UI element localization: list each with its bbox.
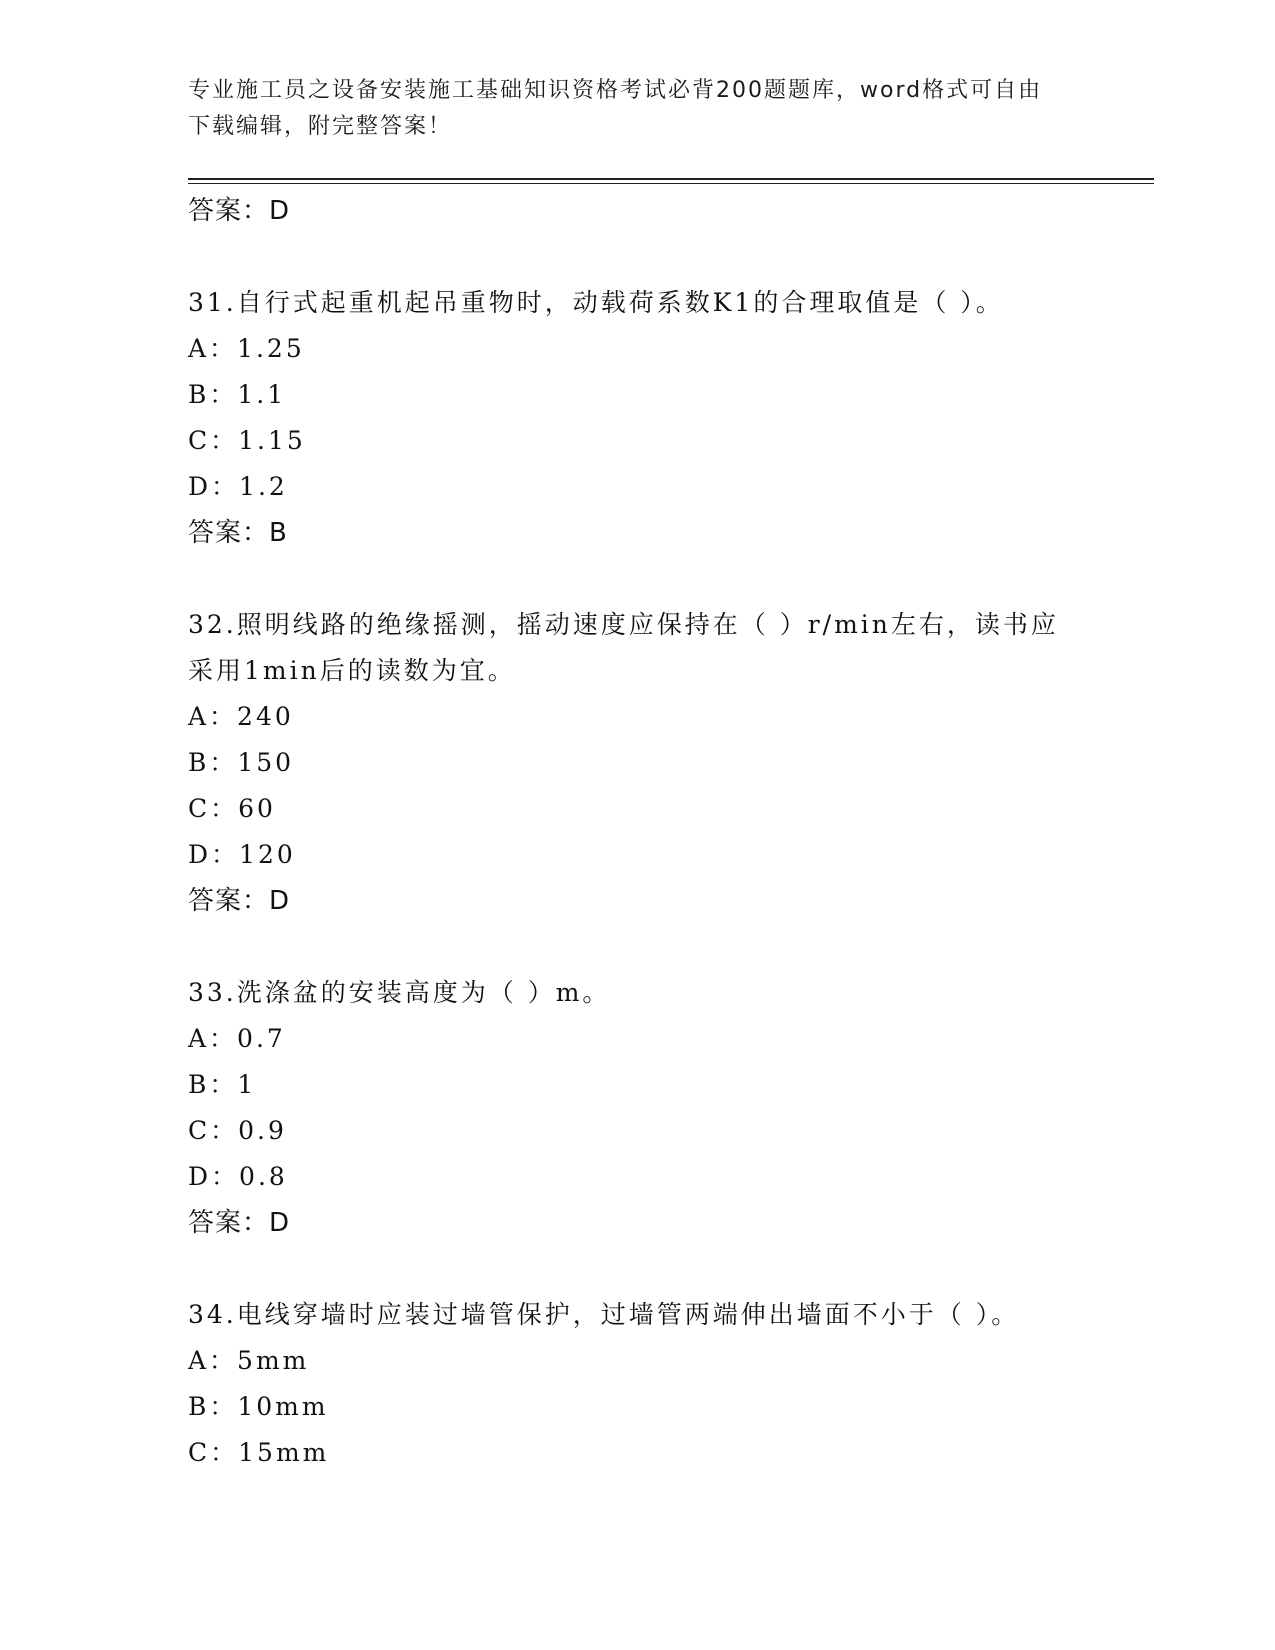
option-d: D：0.8 xyxy=(188,1162,288,1191)
question-stem: 31.自行式起重机起吊重物时，动载荷系数K1的合理取值是（ ）。 xyxy=(188,288,1004,317)
answer: 答案：B xyxy=(188,518,288,548)
question-stem: 33.洗涤盆的安装高度为（ ）m。 xyxy=(188,978,611,1007)
option-d: D：120 xyxy=(188,840,296,869)
option-a: A：1.25 xyxy=(188,334,305,363)
header-title-line-2: 下载编辑，附完整答案！ xyxy=(188,114,453,139)
question-34 xyxy=(188,1292,1118,1476)
option-a: A：240 xyxy=(188,702,294,731)
question-stem: 32.照明线路的绝缘摇测，摇动速度应保持在（ ）r/min左右，读书应 xyxy=(188,610,1059,639)
option-c: C：15mm xyxy=(188,1438,330,1467)
header-divider-thin xyxy=(188,183,1154,184)
previous-answer: 答案：D xyxy=(188,196,291,226)
question-stem: 34.电线穿墙时应装过墙管保护，过墙管两端伸出墙面不小于（ ）。 xyxy=(188,1300,1020,1329)
option-c: C：1.15 xyxy=(188,426,306,455)
option-b: B：150 xyxy=(188,748,295,777)
option-d: D：1.2 xyxy=(188,472,288,501)
option-a: A：0.7 xyxy=(188,1024,286,1053)
spacer xyxy=(188,924,1118,970)
option-c: C：0.9 xyxy=(188,1116,287,1145)
question-stem-continued: 采用1min后的读数为宜。 xyxy=(188,656,516,685)
question-list xyxy=(188,188,1118,1476)
answer: 答案：D xyxy=(188,886,291,916)
header-title-line-1: 专业施工员之设备安装施工基础知识资格考试必背200题题库，word格式可自由 xyxy=(188,78,1043,103)
option-b: B：10mm xyxy=(188,1392,329,1421)
spacer xyxy=(188,556,1118,602)
document-header xyxy=(188,73,1068,145)
option-b: B：1 xyxy=(188,1070,257,1099)
option-a: A：5mm xyxy=(188,1346,310,1375)
header-divider-thick xyxy=(188,178,1154,180)
question-32 xyxy=(188,602,1118,924)
option-c: C：60 xyxy=(188,794,276,823)
question-31 xyxy=(188,280,1118,556)
option-b: B：1.1 xyxy=(188,380,287,409)
answer: 答案：D xyxy=(188,1208,291,1238)
question-33 xyxy=(188,970,1118,1246)
spacer xyxy=(188,1246,1118,1292)
spacer xyxy=(188,234,1118,280)
